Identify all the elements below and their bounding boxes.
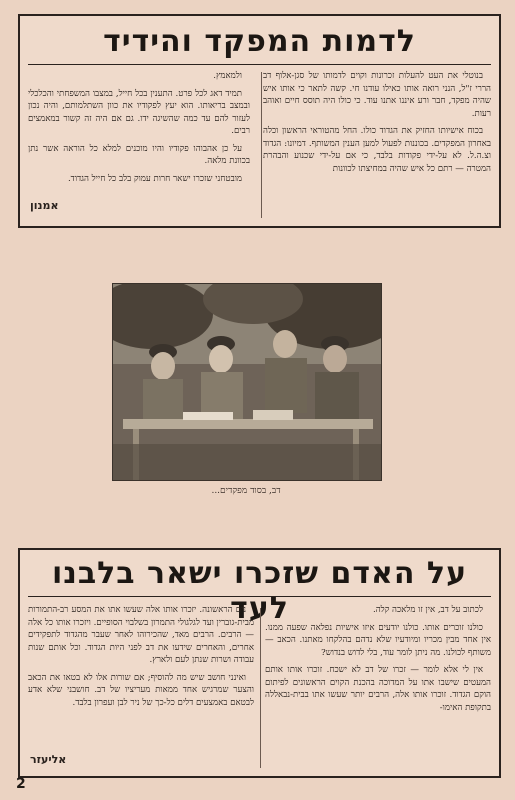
page-number: 2: [16, 776, 26, 792]
top-article-right-column: [263, 70, 491, 180]
top-article-frame: [18, 14, 501, 228]
officers-photo: [112, 283, 382, 481]
bottom-article-headline: על האדם שזכרו ישאר בלבנו לעד: [51, 556, 468, 626]
bottom-right-paragraph-2: כולנו זוכרים אותו. כולנו יודעים איזו אישיות נפלאה שפעה ממנו. אין אחד מבין מכריו ומיודעיו שלא נדהם בהלקחו מאתנו. הכאב — משותף לכולנו. מה ניתן לומר עוד, בלי לדוש בנדוש?: [265, 622, 491, 658]
top-article-headline: לדמות המפקד והידיד: [103, 24, 416, 59]
top-article-signature: אמנון: [30, 199, 59, 212]
bottom-article-signature: אליעזר: [30, 753, 67, 766]
top-left-paragraph-1: ולמאמץ.: [213, 71, 242, 81]
bottom-left-paragraph-2: ואינני חושב שיש מה להוסיף; אם שורות אלו לא בטאו את הכאב והצער שמרגיש אחד ממאות מעריציו של דב. חושבני שלא אדע לבטאם באמצעים דלים כל-כך של ניר לבן ועפרון בלבד.: [28, 672, 254, 708]
bottom-headline-rule: [28, 596, 491, 597]
bottom-article-left-column: [28, 604, 254, 714]
bottom-article-right-column: [265, 604, 491, 719]
top-left-paragraph-2: תמיד דאג לכל פרט. התענין בכל חייל, במצבו המשפחתי והכלכלי ובמצב בריאותו. הוא יעץ לפקודיו את כוון השתלמותם, והיה נכון לעזור להם עד כמה שהשיגה ידו. גם אם היה זה קשור במאמצים רבים.: [28, 88, 250, 136]
top-left-paragraph-3: על כן אהבוהו פקודיו והיו מוכנים למלא כל הוראה אשר נתן בכוונת מלאה.: [28, 143, 250, 166]
top-right-paragraph-2: בכוח אישיותו החזיק את הגדוד כולו. החל מהטוראי הראשון וכלה באחרון המפקדים. בכוננות לפעול למען הענין המשותף. דמיונו: הגדוד וצ.ה.ל. לא על-ידי פקודות בלבד, כי אם על-ידי שכנוע והבהרת המטרה — רתם כל איש שהיה במחיצתו לכוונות: [263, 126, 491, 174]
bottom-article-frame: [18, 548, 501, 778]
top-left-paragraph-4: מובטחני שזכרו ישאר חרות עמוק בלב כל חייל הגדוד.: [67, 173, 242, 184]
top-right-paragraph-1: בנוטלי את העט להעלות זכרונות וקוים לדמותו של סגן-אלוף דב הררי ז"ל, הנני רואה אותו כאילו עודנו חי. קשה לתאר כי אותו איש שהיה מפקד, חבר ורע איננו אתנו עוד. כי כולו היה תוסס חיים ואוהב רעות.: [263, 71, 491, 119]
bottom-left-paragraph-1: נים הראשונה. יזכרו אותו אלה שעשו אתו את המסע רב-התמורות מבית-גוברין ועד לגלגולי התמרון בשלבוי הסופיים. ויזכרו אותו כל אלה — הרבים. הרבים מאד, שהכירוהו לאחר שעבר מהגדוד לתפקידים אחרים, והאחרים שידעו את דב לפני היות הגדוד. וכל אותם שנות עבודה ושרות שנתן לעם ולארץ.: [28, 605, 254, 665]
top-headline-rule: [28, 64, 491, 65]
officers-photo-image: [113, 284, 381, 480]
top-article-left-column: [28, 70, 250, 190]
photo-caption: דב, בסוד מפקדים...: [211, 486, 281, 496]
top-column-divider: [261, 72, 262, 218]
bottom-right-paragraph-3: אין לי אלא לומר — זכרו של דב לא ישכח. זוכרו אותו אותם המעטים שישבו אתו על המדוכה בהכנת הקוים הראשונים לפיתום הוקם הגדוד. זוכרו אותו אלה, הרבים יותר שעשו אתו בבית-נבאללה בתקופת האימו-: [265, 665, 491, 713]
bottom-right-paragraph-1: לכתוב על דב, אין זו מלאכה קלה.: [373, 605, 483, 615]
bottom-column-divider: [260, 608, 261, 768]
